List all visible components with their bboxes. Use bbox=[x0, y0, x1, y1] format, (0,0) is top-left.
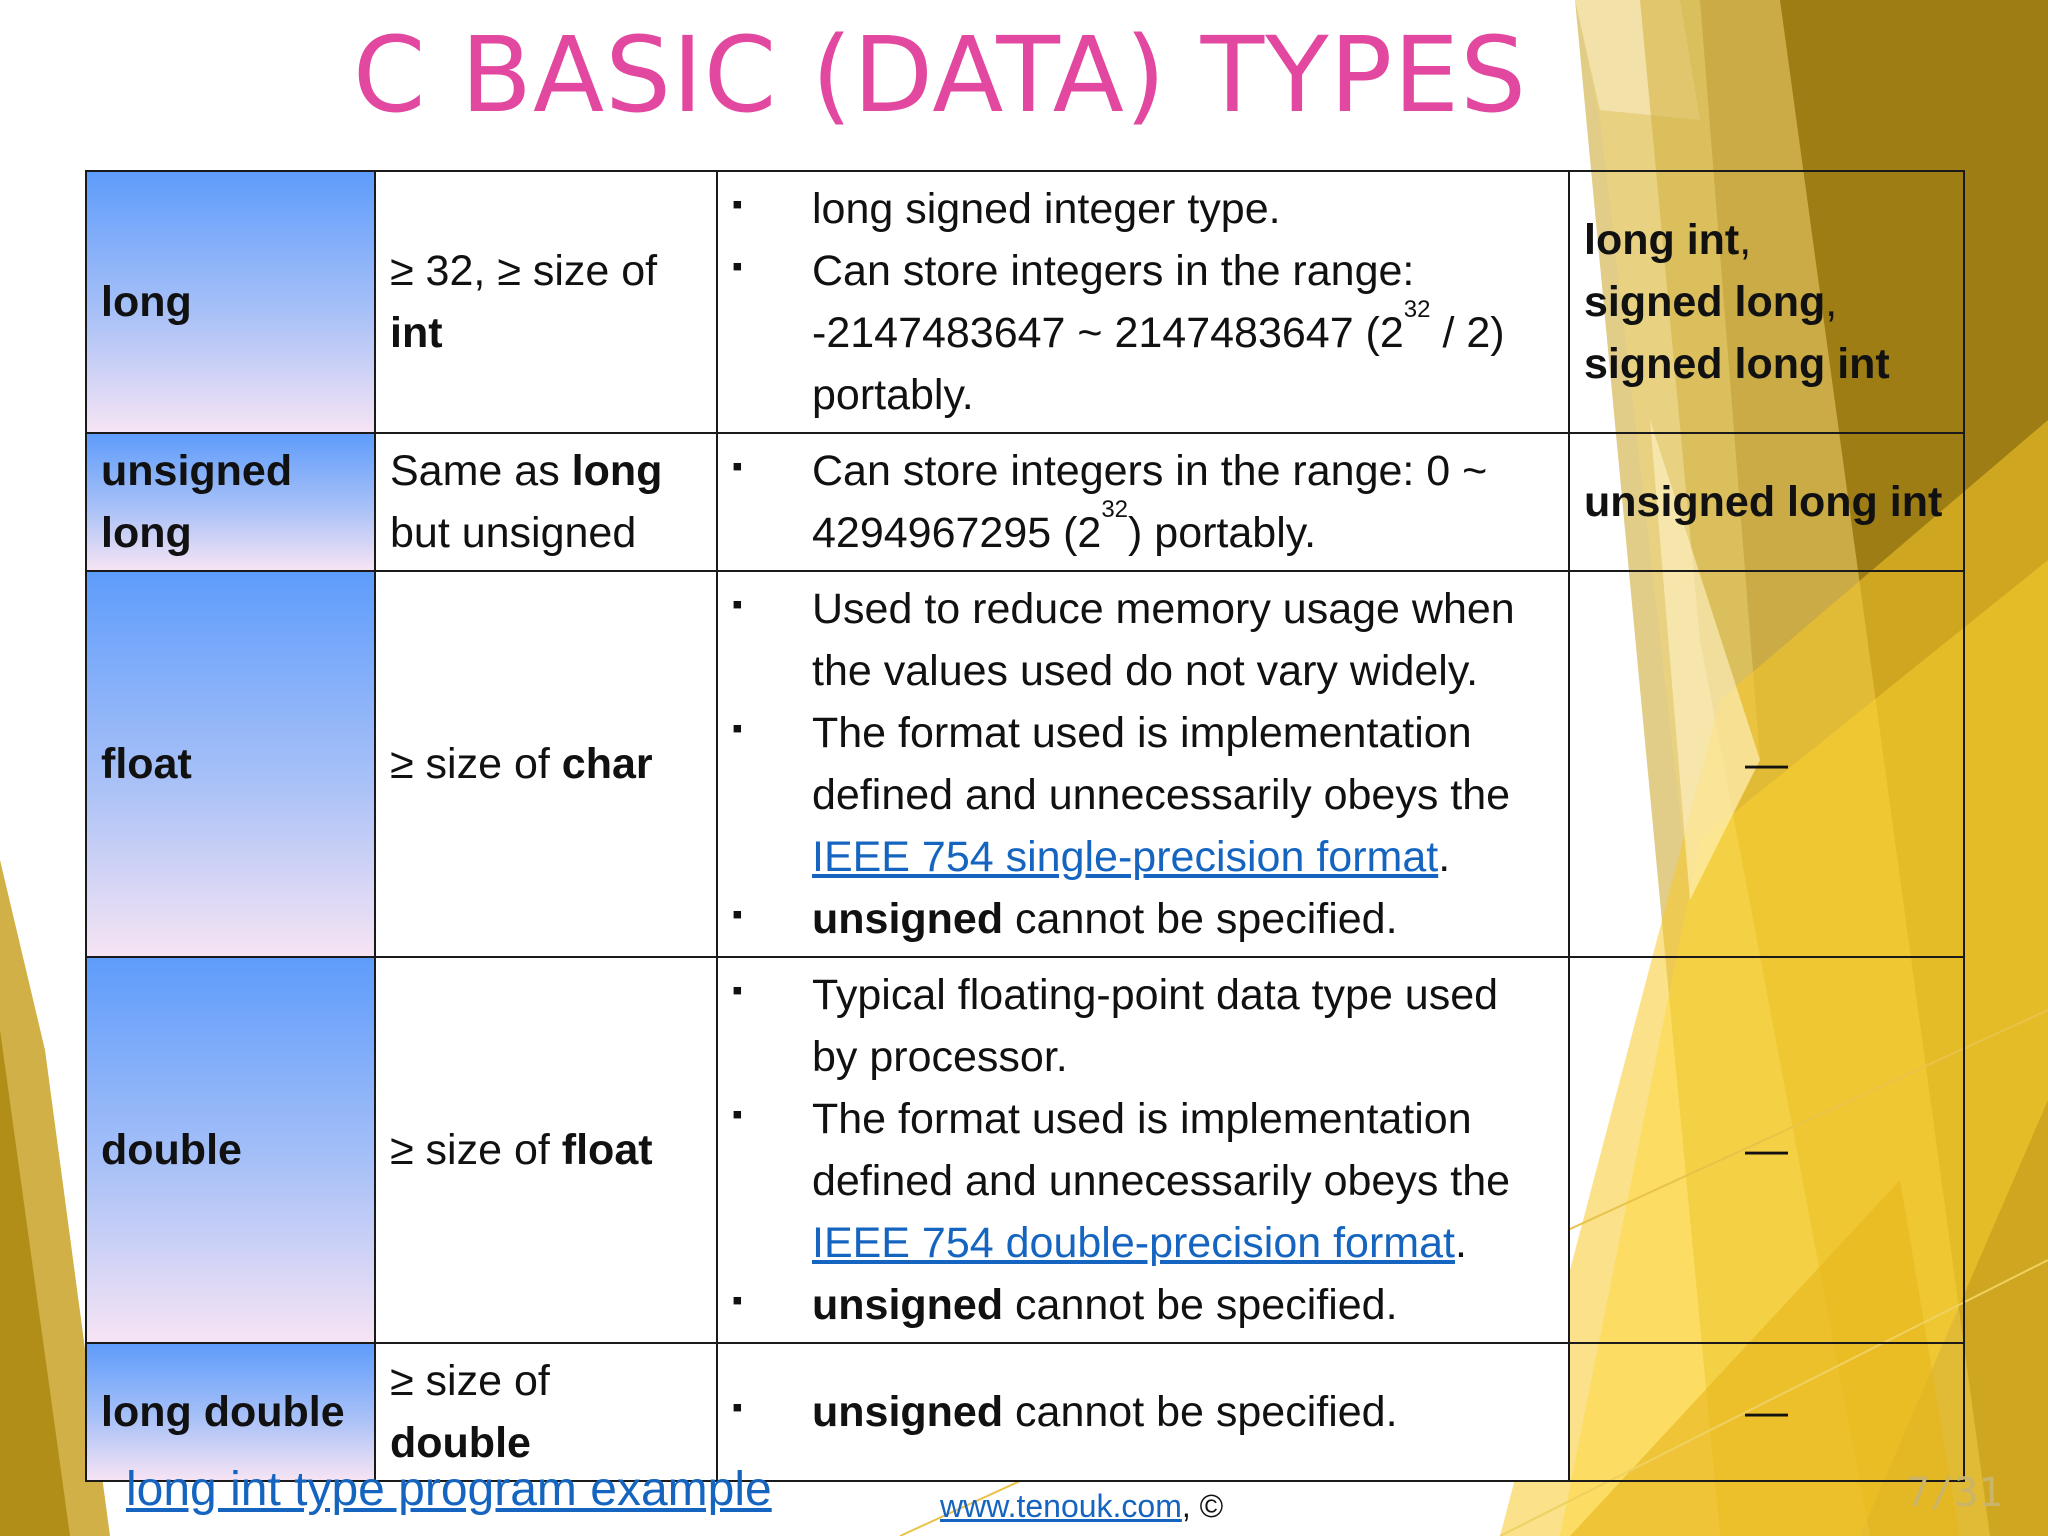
type-name-cell: float bbox=[86, 571, 375, 957]
size-cell bbox=[375, 171, 717, 433]
keyword: unsigned bbox=[812, 1281, 1004, 1329]
list-item: ▪ Typical floating-point data type used by processor. bbox=[732, 964, 1554, 1088]
site-link[interactable]: www.tenouk.com bbox=[940, 1488, 1182, 1524]
size-cell bbox=[375, 433, 717, 571]
size-ref-type: int bbox=[390, 309, 443, 357]
keyword: unsigned bbox=[812, 1388, 1004, 1436]
synonyms-cell: — bbox=[1569, 1343, 1964, 1481]
ieee754-single-link[interactable]: IEEE 754 single-precision format bbox=[812, 833, 1439, 881]
exponent: 32 bbox=[1101, 496, 1129, 523]
page-number: 7/31 bbox=[1906, 1470, 2003, 1516]
size-text: but unsigned bbox=[390, 509, 637, 557]
type-name-cell: unsigned long bbox=[86, 433, 375, 571]
size-text: ≥ size of bbox=[390, 740, 562, 788]
size-ref-type: float bbox=[561, 1126, 653, 1174]
size-cell bbox=[375, 1343, 717, 1481]
slide-title: C BASIC (DATA) TYPES bbox=[352, 14, 1528, 136]
type-name-cell: double bbox=[86, 957, 375, 1343]
description-cell bbox=[717, 957, 1569, 1343]
program-example-link[interactable]: long int type program example bbox=[126, 1463, 772, 1516]
table-row bbox=[86, 1343, 1964, 1481]
table-row bbox=[86, 957, 1964, 1343]
desc-text: Can store integers in the range: -2147483647 ~ 2147483647 (2 bbox=[812, 247, 1415, 357]
list-item bbox=[732, 240, 1554, 426]
synonyms-cell: — bbox=[1569, 957, 1964, 1343]
size-cell bbox=[375, 571, 717, 957]
description-cell bbox=[717, 171, 1569, 433]
synonyms-cell: long int, signed long, signed long int bbox=[1569, 171, 1964, 433]
description-list bbox=[732, 178, 1554, 426]
table-row bbox=[86, 433, 1964, 571]
description-cell bbox=[717, 1343, 1569, 1481]
size-ref-type: long bbox=[571, 447, 663, 495]
type-name-cell: long double bbox=[86, 1343, 375, 1481]
synonym: long int bbox=[1584, 216, 1740, 264]
desc-text: cannot be specified. bbox=[1003, 1388, 1398, 1436]
keyword: unsigned bbox=[812, 895, 1004, 943]
list-item bbox=[732, 888, 1554, 950]
list-item: ▪ Used to reduce memory usage when the values used do not vary widely. bbox=[732, 578, 1554, 702]
size-cell bbox=[375, 957, 717, 1343]
desc-text: ) portably. bbox=[1128, 509, 1317, 557]
desc-text: Can store integers in the range: 0 ~ 4294967295 (2 bbox=[812, 447, 1488, 557]
desc-text: cannot be specified. bbox=[1003, 1281, 1398, 1329]
description-list bbox=[732, 964, 1554, 1336]
table-row bbox=[86, 171, 1964, 433]
size-text: ≥ 32, ≥ size of bbox=[390, 247, 658, 295]
description-list bbox=[732, 1381, 1554, 1443]
synonym: signed long bbox=[1584, 278, 1826, 326]
size-text: Same as bbox=[390, 447, 572, 495]
list-item bbox=[732, 1381, 1554, 1443]
ieee754-double-link[interactable]: IEEE 754 double-precision format bbox=[812, 1219, 1455, 1267]
desc-text: The format used is implementation defined and unnecessarily obeys the bbox=[812, 709, 1511, 819]
desc-text: . bbox=[1438, 833, 1451, 881]
description-list bbox=[732, 440, 1554, 564]
data-types-table bbox=[85, 170, 1965, 1482]
list-item: ▪ long signed integer type. bbox=[732, 178, 1554, 240]
list-item bbox=[732, 702, 1554, 888]
synonym: signed long int bbox=[1584, 340, 1890, 388]
synonyms-cell: — bbox=[1569, 571, 1964, 957]
desc-text: / 2) portably. bbox=[812, 309, 1505, 419]
size-text: ≥ size of bbox=[390, 1126, 562, 1174]
description-list bbox=[732, 578, 1554, 950]
copyright-text: , © bbox=[1181, 1488, 1224, 1524]
size-ref-type: double bbox=[390, 1419, 531, 1467]
desc-text: . bbox=[1454, 1219, 1467, 1267]
table-row bbox=[86, 571, 1964, 957]
desc-text: The format used is implementation defined and unnecessarily obeys the bbox=[812, 1095, 1511, 1205]
desc-text: cannot be specified. bbox=[1003, 895, 1398, 943]
size-text: ≥ size of bbox=[390, 1357, 550, 1405]
type-name-cell: long bbox=[86, 171, 375, 433]
footer-site bbox=[940, 1488, 1223, 1525]
description-cell bbox=[717, 571, 1569, 957]
list-item bbox=[732, 1274, 1554, 1336]
list-item bbox=[732, 440, 1554, 564]
exponent: 32 bbox=[1403, 296, 1431, 323]
list-item bbox=[732, 1088, 1554, 1274]
size-ref-type: char bbox=[561, 740, 653, 788]
description-cell bbox=[717, 433, 1569, 571]
synonyms-cell: unsigned long int bbox=[1569, 433, 1964, 571]
